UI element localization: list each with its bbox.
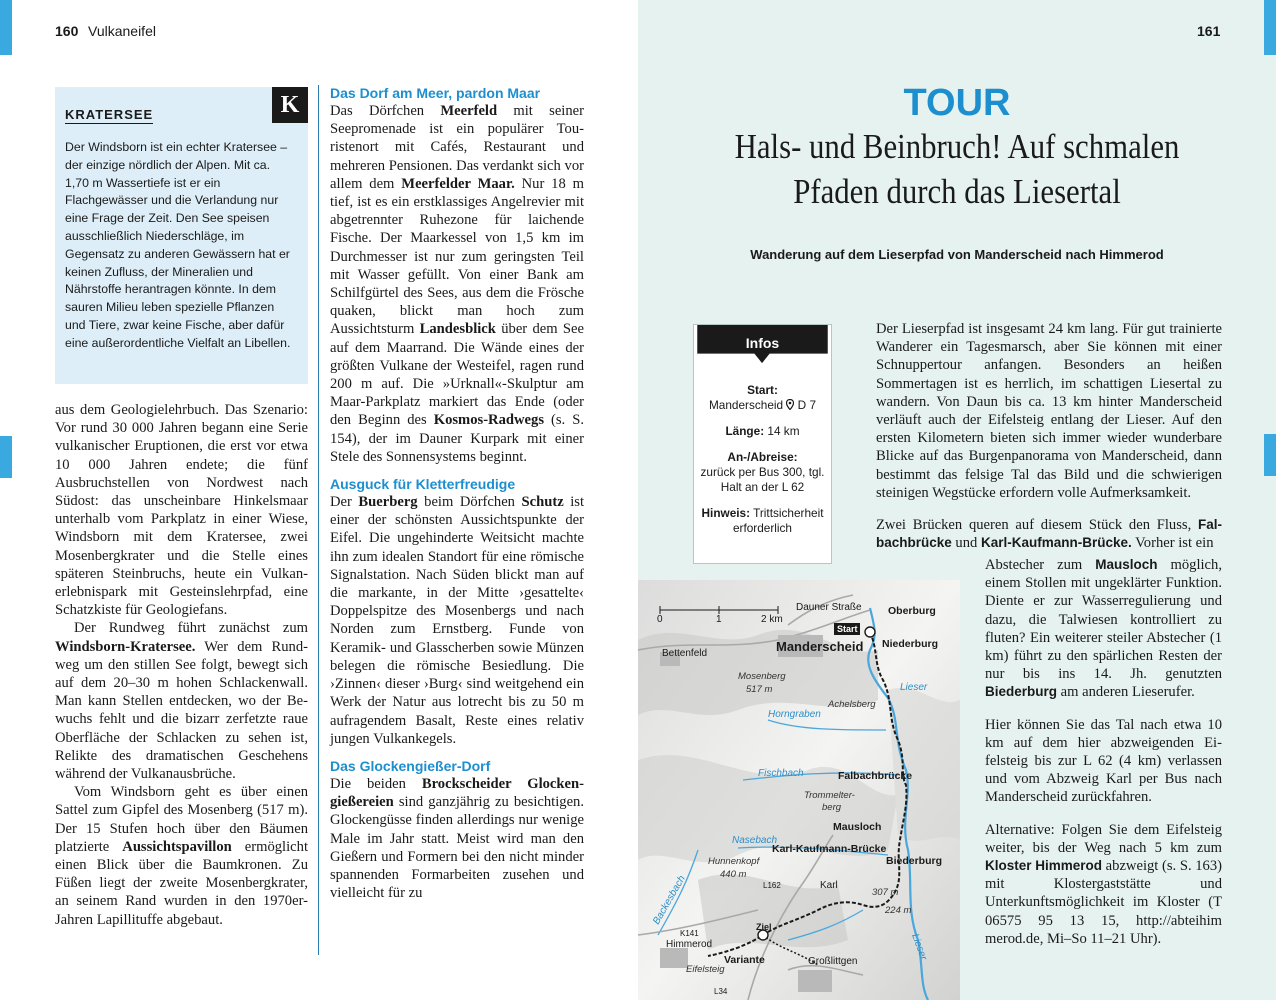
paragraph: Der Buerberg beim Dörfchen Schutz ist einer der schönsten Aussichtspunkte der Eifel. Die ungehinderte Weitsicht machte ihn zum idealen Standort für eine römische Signalstation. Nach Süden blickt man auf die markante, in der Mitte ›gesattelte‹ Doppelspitze des Mosenbergs und nach Norden zum Ernstberg. Funde von Keramik- und Glasscherben sowie Münzen belegen die römische Besiedlung. Die ›Zinnen‹ dieser ›Burg‹ sind weitgehend ein Werk der Natur aus lotrecht bis zu 50 m aufragendem Basalt, Reste eines relativ jungen Vulkankegels.	[330, 494, 585, 747]
map-label: 440 m	[720, 869, 747, 880]
paragraph: Zwei Brücken queren auf diesem Stück den Fluss, Falbachbrücke und Karl-Kaufmann-Brücke. Vorher ist ein	[876, 517, 1222, 552]
tour-subtitle: Wanderung auf dem Lieserpfad von Manderscheid nach Himmerod	[750, 247, 1164, 262]
map-label: Backesbach	[651, 873, 688, 927]
map-label: Bettenfeld	[662, 648, 708, 659]
paragraph: Hier können Sie das Tal nach etwa 10 km auf dem hier abzweigenden Eifelsteig bis zur L 62 (4 km) verlassen und vom Abzweig Karl per Bus nach Manderscheid zurückfahren.	[985, 716, 1222, 806]
map-label: Himmerod	[666, 939, 713, 950]
map-pin-icon	[786, 399, 794, 410]
right-page	[638, 0, 1276, 1000]
settlement	[660, 948, 688, 968]
map-label: Mausloch	[833, 821, 882, 833]
map-label: Hunnenkopf	[708, 856, 760, 867]
map-label: L34	[714, 987, 728, 996]
column-divider	[318, 85, 319, 955]
route-map	[638, 580, 960, 1000]
map-label: Eifelsteig	[686, 964, 725, 975]
svg-text:0: 0	[657, 614, 663, 625]
map-label: 224 m	[885, 905, 912, 916]
map-label: Achelsberg	[828, 699, 876, 710]
map-label: Ziel	[756, 922, 772, 932]
map-label: Lieser	[909, 932, 929, 962]
thumb-tab-mid	[0, 436, 12, 478]
paragraph: Die beiden Brockscheider Glockengießereien sind ganzjährig zu besichtigen. Glockengüsse finden allerdings nur wenige Male im Jahr statt. Meist wird man den Gießern und Formern bei den nicht minder spannenden Formarbeiten zusehen und vielleicht für zu	[330, 775, 584, 902]
map-label: Fischbach	[758, 768, 804, 779]
text-column-1	[55, 401, 308, 929]
tour-label: TOUR	[903, 82, 1011, 124]
map-label: Lieser	[900, 682, 928, 693]
map-label: Variante	[724, 954, 765, 966]
map-label: Großlittgen	[808, 956, 858, 967]
map-label: Mosenberg	[738, 671, 786, 682]
infobox-badge: K	[272, 87, 308, 123]
map-label: K141	[680, 929, 699, 938]
kratersee-infobox	[55, 87, 308, 384]
section-heading: Ausguck für Kletterfreudige	[330, 476, 516, 493]
map-label: 307 m	[872, 887, 899, 898]
map-label: Karl-Kaufmann-Brücke	[772, 843, 887, 855]
infobox-text: Der Windsborn ist ein echter Kratersee – der einzige nördlich der Alpen. Mit ca. 1,70 m Wassertiefe ist er ein Flachgewässer und die Verlandung nur eine Frage der Zeit. Den See speisen ausschließlich Niederschläge, im Gegensatz zu anderen Gewässern hat er keinen Zufluss, der Mineralien und Nährstoffe herantragen könnte. In dem sauren Milieu leben spezielle Pflanzen und Tiere, zwar keine Fische, aber dafür eine außerordentliche Vielfalt an Libellen.	[65, 140, 291, 350]
map-label: Horngraben	[768, 709, 821, 720]
paragraph: Das Dörfchen Meerfeld mit seiner Seepromenade ist ein populärer Touristenort mit Cafés, Restaurant und mehreren Pensionen. Das verdankt sich vor allem dem Meerfelder Maar. Nur 18 m tief, ist es ein erstklassiges Angelrevier mit abgetrennter Ruhezone für laichende Fische. Der Maarkessel von 1,5 km im Durchmesser ist nur zum geringsten Teil mit Wasser gefüllt. Von einer Bank am Schilfgürtel des Sees, aus dem die Frösche quaken, blickt man hoch zum Aussichtsturm Landesblick über dem See auf dem Maarrand. Die Wände eines der größten Vulkane der Westeifel, ragen rund 200 m auf. Die »Urknall«-Skulptur am Maar-Parkplatz markiert das Ende (oder den Beginn des Kosmos-Radwegs (s. S. 154), der im Dauner Kurpark mit einer Stele des Sonnensystems beginnt.	[330, 103, 585, 465]
map-label: Nasebach	[732, 835, 778, 846]
page-number-left: 160	[55, 23, 79, 39]
infos-header: Infos	[745, 335, 780, 351]
map-label: Dauner Straße	[796, 602, 862, 613]
thumb-tab-top-right	[1264, 0, 1276, 55]
infos-body: Start: Manderscheid D 7 Länge: 14 km An-/Abreise: zurück per Bus 300, tgl. Halt an der L 62 Hinweis: Trittsicherheit erforderlich	[700, 383, 825, 535]
infobox-title: KRATERSEE	[65, 107, 154, 122]
map-label: 517 m	[746, 684, 773, 695]
chapter-title: Vulkaneifel	[88, 23, 156, 39]
map-label: Oberburg	[888, 605, 936, 617]
section-heading: Das Dorf am Meer, pardon Maar	[330, 85, 541, 101]
map-label: Falbachbrücke	[838, 770, 913, 782]
map-label: Karl	[820, 880, 838, 891]
text-column-2	[330, 84, 584, 902]
paragraph: Vom Windsborn geht es über einen Sattel zum Gipfel des Mosenberg (517 m). Der 15 Stufen hoch über den Bäumen platzierte Aussichtspavillon ermöglicht einen Blick über die Baumkronen. Zu Füßen liegt der zweite Mosenbergkrater, an seinem Rand wurden in den 1970er-Jahren Lapillituffe abgebaut.	[55, 784, 308, 928]
svg-text:1: 1	[716, 614, 722, 625]
map-label: Biederburg	[886, 855, 943, 867]
tour-title: Hals- und Beinbruch! Auf schmalen Pfaden durch das Liesertal	[734, 127, 1180, 211]
map-label: Trommelter-	[804, 790, 855, 801]
page-number-right: 161	[1197, 23, 1221, 39]
svg-text:2 km: 2 km	[761, 614, 783, 625]
map-label: Manderscheid	[776, 639, 864, 654]
paragraph: Alternative: Folgen Sie dem Eifelsteig weiter, bis der Weg nach 5 km zum Kloster Himmerod abzweigt (s. S. 163) mit Klostergaststätte und Unterkunftsmöglichkeit im Kloster (T 06575 95 13 15, http://abteihim merod.de, Mi–So 11–21 Uhr).	[985, 821, 1223, 947]
paragraph: Der Lieserpfad ist insgesamt 24 km lang. Für gut trainierte Wanderer ein Tagesmarsch, aber Sie können mit einer Schnuppertour anfangen. Besonders an heißen Sommertagen ist es herrlich, im schattigen Liesertal zu wandern. Von Daun bis ca. 13 km hinter Manderscheid verläuft auch der Eifelsteig entlang der Lieser. Auf den ersten Kilometern bieten sich immer wieder wunderbare Blicke auf das Burgenpanorama von Manderscheid, dann bestimmt das felsige Tal das Bild und die schwierigen steinigen Wegstücke erfordern volle Aufmerksamkeit.	[876, 321, 1222, 501]
infos-box	[693, 324, 832, 564]
section-heading: Das Glockengießer-Dorf	[330, 757, 491, 774]
map-label: L162	[763, 881, 781, 890]
paragraph: Der Rundweg führt zunächst zum Windsborn-Kratersee. Wer dem Rundweg um den stillen See folgt, bewegt sich auf dem 20–30 m hohen Schlackenwall. Man kann Stellen entdecken, wo der Bewuchs fehlt und die bizarr zerfetzte raue Oberfläche der Schlacken zu sehen ist, Relikte des dramatischen Geschehens während der Vulkanausbrüche.	[55, 620, 308, 783]
map-label: Niederburg	[882, 638, 939, 650]
start-marker	[865, 627, 875, 637]
map-label: berg	[822, 802, 842, 813]
settlement	[798, 970, 832, 992]
thumb-tab-top	[0, 0, 12, 55]
tour-text-top	[876, 320, 1222, 552]
paragraph: Abstecher zum Mausloch möglich, einem Stollen mit ungeklärter Funktion. Diente er zur Wasserregulierung und dazu, die Talwiesen kontrolliert zu fluten? Ein weiterer steiler Abstecher (1 km) führt zu den spärlichen Resten der nur bis ins 14. Jh. genutzten Biederburg am anderen Lieserufer.	[985, 557, 1222, 701]
thumb-tab-mid-right	[1264, 434, 1276, 476]
paragraph: aus dem Geologielehrbuch. Das Szenario: Vor rund 30 000 Jahren begann eine Serie vulkanischer Eruptionen, die erst vor etwa 10 000 Jahren endete; die fünf Ausbruchstellen von Nordwest nach Südost: das unscheinbare Hinkelsmaar unterhalb vom Parkplatz in einer Wiese, Windsborn mit dem Kratersee, zwei Mosenbergkrater und die Stelle eines späteren Steinbruchs, heute ein Vulkanerlebnispark mit Gesteinslehrpfad, eine Schatzkiste für Geologiefans.	[55, 402, 308, 619]
map-label: Start	[837, 624, 858, 634]
tour-text-bottom	[985, 556, 1222, 948]
